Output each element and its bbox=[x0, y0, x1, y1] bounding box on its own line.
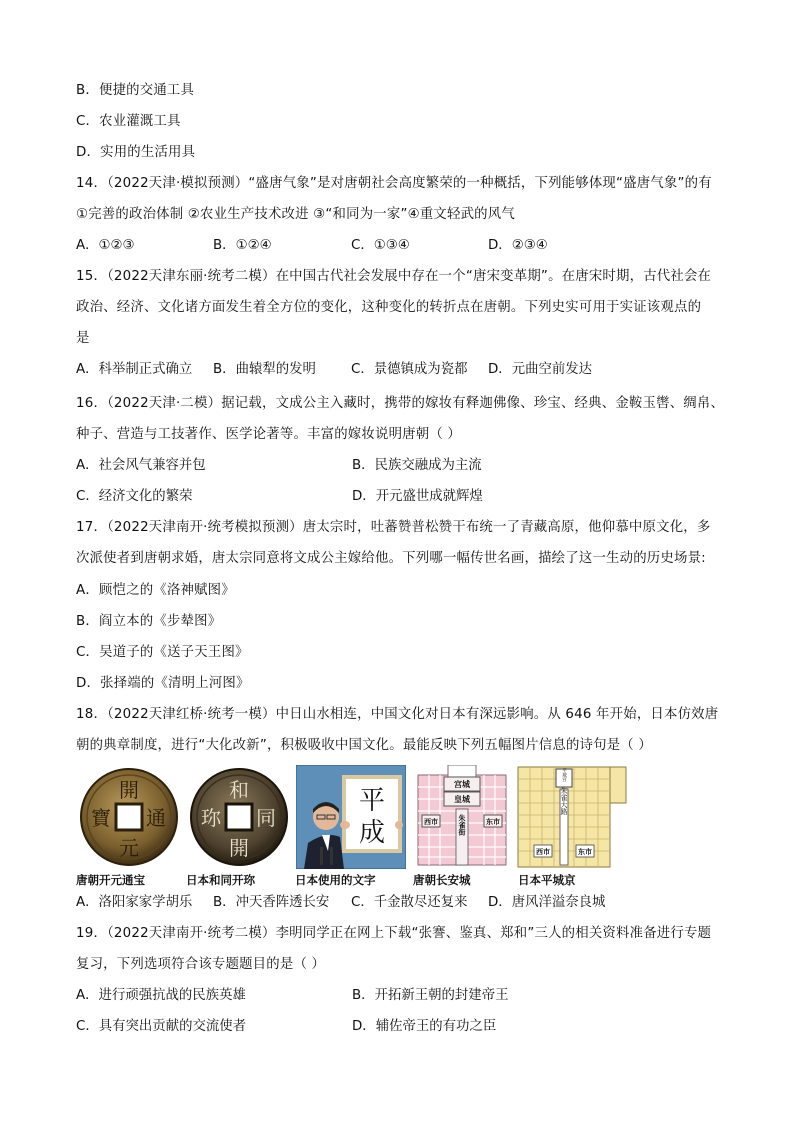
q13-option-b: B．便捷的交通工具 bbox=[76, 83, 195, 98]
changan-zhuque-street-label: 朱雀街 bbox=[458, 814, 466, 836]
q16-option-a: A．社会风气兼容并包 bbox=[76, 458, 206, 473]
caption-wado-coin: 日本和同开珎 bbox=[186, 873, 255, 887]
heijo-palace-label: 平城宫 bbox=[561, 768, 567, 782]
q18-option-a: A．洛阳家家学胡乐 bbox=[76, 895, 193, 910]
q18-stem-1: 18．（2022天津红桥·统考一模）中日山水相连，中国文化对日本有深远影响。从 646 年开始，日本仿效唐 bbox=[76, 707, 719, 722]
coin1-char-top: 開 bbox=[119, 778, 139, 802]
kaiyuan-coin-image bbox=[76, 767, 182, 867]
q16-stem-1: 16．（2022天津·二模）据记载，文成公主入藏时，携带的嫁妆有释迦佛像、珍宝、经典、金鞍玉辔、绸帛、 bbox=[76, 396, 725, 411]
coin2-char-right: 同 bbox=[256, 806, 276, 830]
sign-char-1: 平 bbox=[358, 786, 386, 816]
q16-option-b: B．民族交融成为主流 bbox=[352, 458, 482, 473]
wado-coin-image bbox=[186, 767, 292, 867]
q15-option-b: B．曲辕犁的发明 bbox=[213, 362, 316, 377]
q19-option-a: A．进行顽强抗战的民族英雄 bbox=[76, 988, 246, 1003]
coin2-char-left: 珎 bbox=[201, 806, 221, 830]
changan-city-map bbox=[414, 765, 510, 869]
q19-option-b: B．开拓新王朝的封建帝王 bbox=[352, 988, 509, 1003]
caption-heijokyo: 日本平城京 bbox=[518, 873, 576, 887]
q13-option-c: C．农业灌溉工具 bbox=[76, 114, 181, 129]
changan-imperial-city-label: 皇城 bbox=[454, 795, 470, 804]
caption-kaiyuan-coin: 唐朝开元通宝 bbox=[76, 873, 145, 887]
q15-option-c: C．景德镇成为瓷都 bbox=[351, 362, 468, 377]
q19-option-c: C．具有突出贡献的交流使者 bbox=[76, 1019, 247, 1034]
q18-option-b: B．冲天香阵透长安 bbox=[213, 895, 330, 910]
coin2-char-bottom: 開 bbox=[229, 836, 249, 860]
q14-stem: 14．（2022天津·模拟预测）“盛唐气象”是对唐朝社会高度繁荣的一种概括，下列能够体现“盛唐气象”的有 bbox=[76, 176, 712, 191]
q14-option-a: A．①②③ bbox=[76, 238, 135, 253]
sign-char-2: 成 bbox=[358, 818, 386, 848]
caption-changan: 唐朝长安城 bbox=[413, 873, 471, 887]
heijokyo-city-map bbox=[516, 765, 628, 869]
q18-stem-2: 朝的典章制度，进行“大化改新”，积极吸收中国文化。最能反映下列五幅图片信息的诗句是（ ） bbox=[76, 738, 652, 753]
heijo-east-market-label: 东市 bbox=[578, 848, 592, 856]
q17-option-d: D．张择端的《清明上河图》 bbox=[76, 676, 250, 691]
q17-stem-1: 17．（2022天津南开·统考模拟预测）唐太宗时，吐蕃赞普松赞干布统一了青藏高原，他仰慕中原文化，多 bbox=[76, 520, 711, 535]
coin2-char-top: 和 bbox=[229, 778, 249, 802]
q15-option-d: D．元曲空前发达 bbox=[488, 362, 593, 377]
q15-option-a: A．科举制正式确立 bbox=[76, 362, 193, 377]
q17-option-b: B．阎立本的《步辇图》 bbox=[76, 614, 222, 629]
coin1-char-bottom: 元 bbox=[119, 836, 139, 860]
q16-option-d: D．开元盛世成就辉煌 bbox=[352, 489, 483, 504]
q15-stem-3: 是 bbox=[76, 331, 90, 346]
changan-west-market-label: 西市 bbox=[424, 818, 438, 826]
q19-option-d: D．辅佐帝王的有功之臣 bbox=[352, 1019, 497, 1034]
q18-option-d: D．唐风洋溢奈良城 bbox=[488, 895, 606, 910]
q17-stem-2: 次派使者到唐朝求婚，唐太宗同意将文成公主嫁给他。下列哪一幅传世名画，描绘了这一生动的历史场景: bbox=[76, 551, 706, 566]
q17-option-a: A．顾恺之的《洛神赋图》 bbox=[76, 583, 235, 598]
q14-option-d: D．②③④ bbox=[488, 238, 548, 253]
q13-option-d: D．实用的生活用具 bbox=[76, 145, 196, 160]
q19-stem-1: 19．（2022天津南开·统考二模）李明同学正在网上下载“张謇、鉴真、郑和”三人的相关资料准备进行专题 bbox=[76, 926, 712, 941]
q16-option-c: C．经济文化的繁荣 bbox=[76, 489, 193, 504]
q19-stem-2: 复习，下列选项符合该专题题目的是（ ） bbox=[76, 957, 326, 972]
q14-option-b: B．①②④ bbox=[213, 238, 272, 253]
q15-stem-1: 15．（2022天津东丽·统考二模）在中国古代社会发展中存在一个“唐宋变革期”。在唐宋时期，古代社会在 bbox=[76, 269, 712, 284]
q16-stem-2: 种子、营造与工技著作、医学论著等。丰富的嫁妆说明唐朝（ ） bbox=[76, 427, 461, 442]
q18-image-strip bbox=[76, 765, 636, 869]
heijo-suzaku-road-label: 朱雀大路 bbox=[560, 787, 568, 815]
coin1-char-right: 通 bbox=[146, 806, 166, 830]
q18-option-c: C．千金散尽还复来 bbox=[351, 895, 468, 910]
changan-palace-label: 宫城 bbox=[454, 780, 470, 789]
heisei-sign-photo bbox=[296, 765, 406, 869]
q14-option-c: C．①③④ bbox=[351, 238, 410, 253]
q17-option-c: C．吴道子的《送子天王图》 bbox=[76, 645, 249, 660]
coin1-char-left: 寶 bbox=[91, 806, 111, 830]
caption-japanese-script: 日本使用的文字 bbox=[295, 873, 376, 887]
changan-east-market-label: 东市 bbox=[486, 818, 500, 826]
heijo-west-market-label: 西市 bbox=[536, 848, 550, 856]
q14-items: ①完善的政治体制 ②农业生产技术改进 ③“和同为一家”④重文轻武的风气 bbox=[76, 207, 515, 222]
q15-stem-2: 政治、经济、文化诸方面发生着全方位的变化，这种变化的转折点在唐朝。下列史实可用于实证该观点的 bbox=[76, 300, 702, 315]
